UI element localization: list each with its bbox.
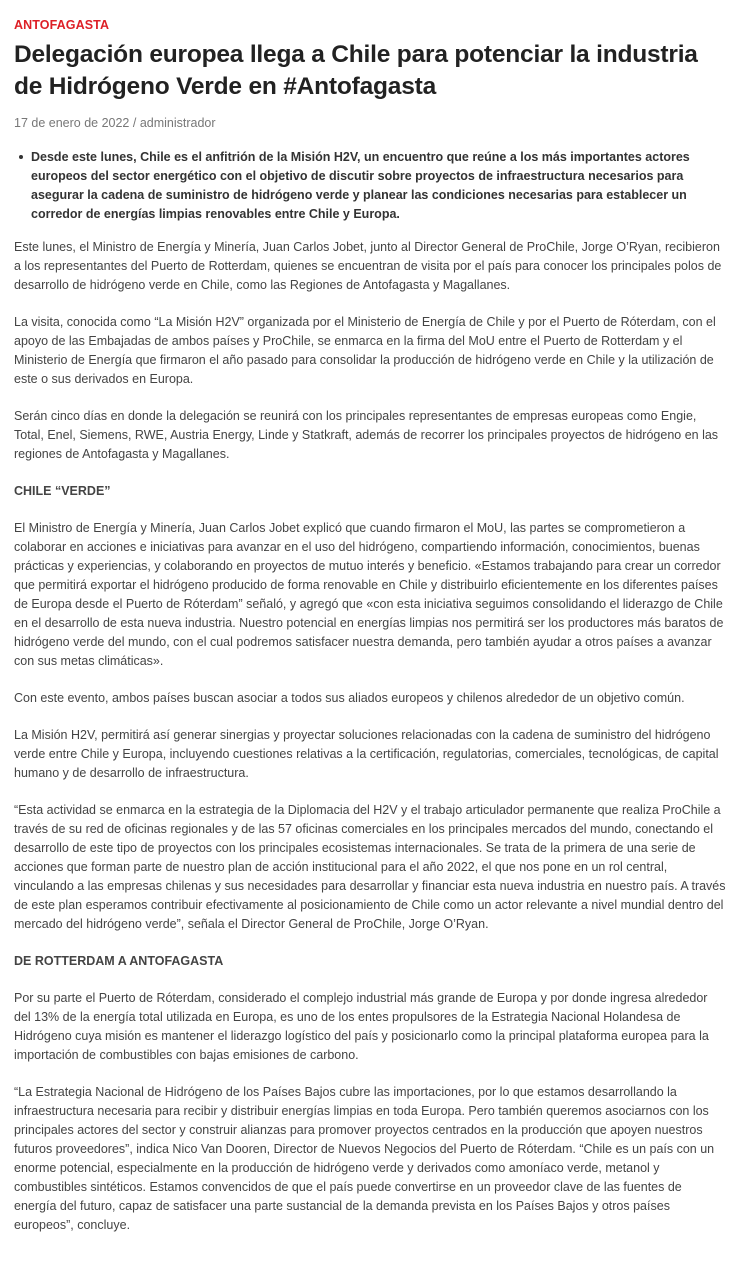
- author-link[interactable]: administrador: [139, 116, 216, 130]
- article-body: [14, 238, 727, 1235]
- paragraph: La visita, conocida como “La Misión H2V” organizada por el Ministerio de Energía de Chile y por el Puerto de Róterdam, con el apoyo de las Embajadas de ambos países y ProChile, se enmarca en la firma del MoU entre el Puerto de Rotterdam y el Ministerio de Energía que firmaron el año pasado para consolidar la producción de hidrógeno verde en Chile y la utilización de este o sus derivados en Europa.: [14, 315, 716, 386]
- publish-date: 17 de enero de 2022: [14, 116, 130, 130]
- paragraph: Este lunes, el Ministro de Energía y Minería, Juan Carlos Jobet, junto al Director General de ProChile, Jorge O’Ryan, recibieron a los representantes del Puerto de Rotterdam, quienes se encuentran de visita por el país para conocer los principales polos de desarrollo de hidrógeno verde en Chile, como las Regiones de Antofagasta y Magallanes.: [14, 240, 722, 292]
- paragraph: Por su parte el Puerto de Róterdam, considerado el complejo industrial más grande de Europa y por donde ingresa alrededor del 13% de la energía total utilizada en Europa, es uno de los entes propulsores de la Estrategia Nacional Holandesa de Hidrógeno cuya misión es mantener el liderazgo logístico del país y posicionarlo como la principal plataforma europea para la importación de combustibles con bajas emisiones de carbono.: [14, 991, 709, 1062]
- paragraph: “Esta actividad se enmarca en la estrategia de la Diplomacia del H2V y el trabajo articulador permanente que realiza ProChile a través de su red de oficinas regionales y de las 57 oficinas comerciales en los principales mercados del mundo, conectando el desarrollo de este tipo de proyectos con los principales ecosistemas internacionales. Se trata de la primera de una serie de acciones que forman parte de nuestro plan de acción institucional para el año 2022, el que nos pone en un rol central, vinculando a las empresas chilenas y sus necesidades para desarrollar y financiar esta nueva industria en nuestro país. A través de este plan esperamos contribuir efectivamente al posicionamiento de Chile como un actor relevante a nivel mundial dentro del mercado del hidrógeno verde”, señala el Director General de ProChile, Jorge O’Ryan.: [14, 803, 726, 931]
- section-heading: DE ROTTERDAM A ANTOFAGASTA: [14, 954, 224, 968]
- paragraph: La Misión H2V, permitirá así generar sinergias y proyectar soluciones relacionadas con la cadena de suministro del hidrógeno verde entre Chile y Europa, incluyendo cuestiones relativas a la certificación, regulatorias, comerciales, tecnológicas, de capital humano y de desarrollo de infraestructura.: [14, 728, 719, 780]
- paragraph: Serán cinco días en donde la delegación se reunirá con los principales representantes de empresas europeas como Engie, Total, Enel, Siemens, RWE, Austria Energy, Linde y Statkraft, además de recorrer los principales proyectos de hidrógeno en las regiones de Antofagasta y Magallanes.: [14, 409, 719, 461]
- paragraph: “La Estrategia Nacional de Hidrógeno de los Países Bajos cubre las importaciones, por lo que estamos desarrollando la infraestructura necesaria para recibir y distribuir energías limpias en toda Europa. Pero también queremos asociarnos con los principales actores del sector y construir alianzas para promover proyectos centrados en la producción que apoyen nuestros futuros proveedores”, indica Nico Van Dooren, Director de Nuevos Negocios del Puerto de Róterdam. “Chile es un país con un enorme potencial, especialmente en la producción de hidrógeno verde y derivados como amoníaco verde, metanol y combustibles sintéticos. Estamos convencidos de que el país puede convertirse en un proveedor clave de las fuentes de energía del futuro, capaz de satisfacer una parte sustancial de la demanda prevista en los Países Bajos y otros países europeos”, concluye.: [14, 1085, 715, 1232]
- meta-separator: /: [129, 116, 140, 130]
- summary-list: [14, 148, 727, 224]
- summary-item: Desde este lunes, Chile es el anfitrión de la Misión H2V, un encuentro que reúne a los más importantes actores europeos del sector energético con el objetivo de discutir sobre proyectos de infraestructura necesarios para asegurar la cadena de suministro de hidrógeno verde y planear las condiciones necesarias para establecer un corredor de energías limpias renovables entre Chile y Europa.: [31, 148, 727, 224]
- section-heading: CHILE “VERDE”: [14, 484, 111, 498]
- article-meta: [14, 115, 727, 131]
- paragraph: Con este evento, ambos países buscan asociar a todos sus aliados europeos y chilenos alrededor de un objetivo común.: [14, 691, 685, 705]
- category-link[interactable]: ANTOFAGASTA: [14, 18, 110, 32]
- article-title: Delegación europea llega a Chile para potenciar la industria de Hidrógeno Verde en #Antofagasta: [14, 41, 698, 100]
- paragraph: El Ministro de Energía y Minería, Juan Carlos Jobet explicó que cuando firmaron el MoU, las partes se comprometieron a colaborar en acciones e iniciativas para avanzar en el uso del hidrógeno, compartiendo información, conocimientos, buenas prácticas y experiencias, y colaborando en proyectos de mutuo interés y beneficio. «Estamos trabajando para crear un corredor que permitirá exportar el hidrógeno producido de forma renovable en Chile y distribuirlo eficientemente en los diferentes países de Europa desde el Puerto de Róterdam” señaló, y agregó que «con esta iniciativa seguimos consolidando el liderazgo de Chile en el desarrollo de esta nueva industria. Nuestro potencial en energías limpias nos permitirá ser los productores más baratos de hidrógeno verde del mundo, con el cual podremos satisfacer nuestra demanda, pero también ayudar a otros países a avanzar con sus metas climáticas».: [14, 521, 724, 668]
